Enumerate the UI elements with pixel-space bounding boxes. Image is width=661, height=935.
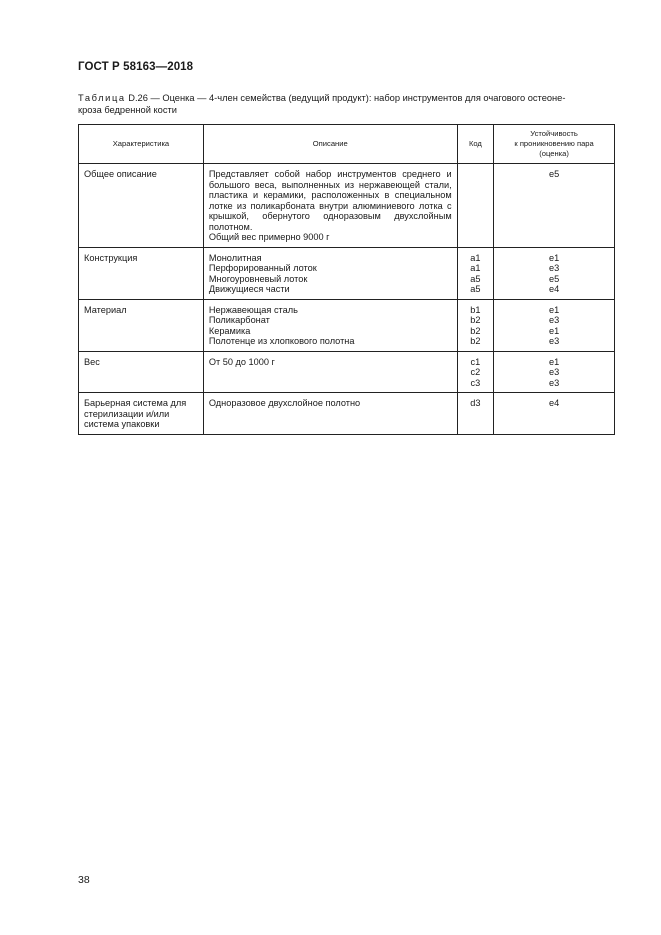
header-code: Код <box>457 125 494 164</box>
cell-description <box>203 247 457 299</box>
score-value: e1 <box>548 325 560 336</box>
code-value: c2 <box>470 367 481 377</box>
score-value: e3 <box>548 367 560 377</box>
description-line: Одноразовое двухслойное полотно <box>208 398 361 408</box>
cell-characteristic: Материал <box>79 299 204 351</box>
cell-description <box>203 164 457 248</box>
score-value: e3 <box>548 315 560 325</box>
score-value: e3 <box>548 377 560 388</box>
score-value: e4 <box>548 284 560 294</box>
cell-code <box>457 299 494 351</box>
code-value: c3 <box>470 377 481 388</box>
description-line: Общий вес примерно 9000 г <box>208 232 330 242</box>
table-row <box>79 299 615 351</box>
score-value: e1 <box>548 304 560 315</box>
score-value: e5 <box>548 169 560 179</box>
cell-score <box>494 164 615 248</box>
cell-score <box>494 351 615 393</box>
table-header-row <box>79 125 615 164</box>
header-description: Описание <box>203 125 457 164</box>
cell-characteristic: Конструкция <box>79 247 204 299</box>
score-value: e3 <box>548 336 560 346</box>
table-row <box>79 393 615 435</box>
cell-code <box>457 247 494 299</box>
table-row <box>79 164 615 248</box>
cell-description <box>203 299 457 351</box>
cell-code <box>457 351 494 393</box>
header-resistance-line: Устойчивость <box>530 129 578 138</box>
code-value: b2 <box>470 315 481 325</box>
cell-score <box>494 247 615 299</box>
code-value: c1 <box>470 356 481 367</box>
code-value: b2 <box>470 325 481 336</box>
description-line: От 50 до 1000 г <box>208 356 275 367</box>
cell-code <box>457 164 494 248</box>
description-line: Полотенце из хлопкового полотна <box>208 336 355 346</box>
score-value: e5 <box>548 273 560 284</box>
code-value: a5 <box>470 273 481 284</box>
code-value: a1 <box>470 263 481 273</box>
code-value: b1 <box>470 304 481 315</box>
cell-code <box>457 393 494 435</box>
document-header: ГОСТ Р 58163—2018 <box>78 61 194 73</box>
description-line: Многоуровневый лоток <box>208 273 308 284</box>
cell-characteristic: Общее описание <box>79 164 204 248</box>
code-value: b2 <box>470 336 481 346</box>
cell-characteristic: Барьерная система для стерилизации и/или система упаковки <box>79 393 204 435</box>
code-value: a5 <box>470 284 481 294</box>
header-resistance-line: (оценка) <box>539 149 569 158</box>
description-line: Поликарбонат <box>208 315 270 325</box>
header-resistance-line: к проникновению пара <box>514 139 594 148</box>
table-row <box>79 351 615 393</box>
table-row <box>79 247 615 299</box>
score-value: e1 <box>548 356 560 367</box>
header-characteristic: Характеристика <box>79 125 204 164</box>
table-caption <box>78 92 614 116</box>
header-resistance <box>494 125 615 164</box>
caption-text-line2: кроза бедренной кости <box>78 105 177 115</box>
caption-prefix: Таблица <box>78 93 126 103</box>
description-line: Монолитная <box>208 252 262 263</box>
score-value: e1 <box>548 252 560 263</box>
description-line: Керамика <box>208 325 251 336</box>
score-value: e3 <box>548 263 560 273</box>
code-value: d3 <box>470 398 481 408</box>
cell-score <box>494 299 615 351</box>
description-line: Движущиеся части <box>208 284 290 294</box>
description-line: Нержавеющая сталь <box>208 304 298 315</box>
cell-characteristic: Вес <box>79 351 204 393</box>
cell-score <box>494 393 615 435</box>
cell-description <box>203 351 457 393</box>
page-number: 38 <box>78 874 90 886</box>
score-value: e4 <box>548 398 560 408</box>
cell-description <box>203 393 457 435</box>
caption-text-line1: D.26 — Оценка — 4-член семейства (ведущий продукт): набор инструментов для очагового остеоне- <box>128 93 566 103</box>
code-value: a1 <box>470 252 481 263</box>
description-line: Перфорированный лоток <box>208 263 317 273</box>
assessment-table <box>78 124 615 435</box>
description-line: Представляет собой набор инструментов среднего и большого веса, выполненных из нержавеющей стали, пластика и керамики, расположенных в специальном лотке из поликарбоната внутри алюминиевого лотка с крышкой, обернутого одноразовым двухслойным полотном. <box>208 169 452 232</box>
